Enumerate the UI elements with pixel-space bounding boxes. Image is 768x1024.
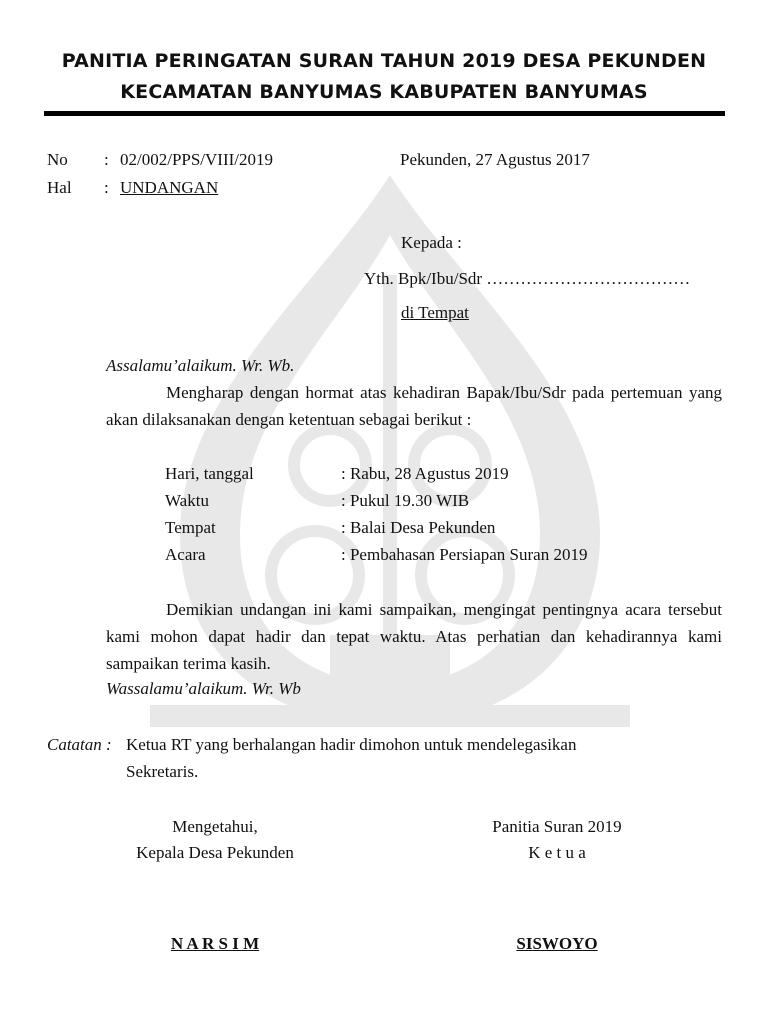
note-label: Catatan : [47, 735, 112, 754]
intro-paragraph: Mengharap dengan hormat atas kehadiran Bapak/Ibu/Sdr pada pertemuan yang akan dilaksanakan dengan ketentuan sebagai berikut : [106, 383, 722, 429]
number-value: 02/002/PPS/VIII/2019 [120, 150, 274, 169]
detail-value: : Rabu, 28 Agustus 2019 [341, 464, 509, 483]
closing-paragraph: Demikian undangan ini kami sampaikan, mengingat pentingnya acara tersebut kami mohon dapat hadir dan tepat waktu. Atas perhatian dan kehadirannya kami sampaikan terima kasih. [106, 600, 722, 673]
signature-left [90, 814, 340, 866]
signature-right-name: SISWOYO [516, 934, 598, 953]
farewell: Wassalamu’alaikum. Wr. Wb [106, 679, 301, 698]
subject-label: Hal [47, 178, 72, 197]
place-date: Pekunden, 27 Agustus 2017 [400, 150, 590, 169]
number-colon: : [104, 150, 109, 169]
detail-value: : Balai Desa Pekunden [341, 518, 496, 537]
detail-label: Waktu [165, 491, 209, 510]
subject-colon: : [104, 178, 109, 197]
number-label: No [47, 150, 68, 169]
detail-value: : Pukul 19.30 WIB [341, 491, 470, 510]
detail-label: Hari, tanggal [165, 464, 254, 483]
signature-right-line-2: K e t u a [528, 843, 586, 862]
note-line-1: Ketua RT yang berhalangan hadir dimohon untuk mendelegasikan [126, 735, 577, 754]
recipient-kepada: Kepada : [401, 233, 462, 252]
note-line-2: Sekretaris. [126, 762, 199, 781]
detail-label: Tempat [165, 518, 216, 537]
detail-label: Acara [165, 545, 206, 564]
letterhead-line-1: PANITIA PERINGATAN SURAN TAHUN 2019 DESA PEKUNDEN [61, 50, 707, 72]
recipient-yth: Yth. Bpk/Ibu/Sdr ……………………………… [364, 269, 691, 288]
signature-left-name: N A R S I M [170, 934, 260, 953]
subject-value: UNDANGAN [120, 178, 219, 197]
detail-value: : Pembahasan Persiapan Suran 2019 [341, 545, 588, 564]
letterhead-line-2: KECAMATAN BANYUMAS KABUPATEN BANYUMAS [120, 81, 648, 103]
letterhead-divider [44, 111, 725, 116]
signature-left-line-2: Kepala Desa Pekunden [136, 843, 294, 862]
greeting: Assalamu’alaikum. Wr. Wb. [106, 356, 295, 375]
signature-left-line-1: Mengetahui, [172, 817, 258, 836]
signature-right [432, 814, 682, 866]
signature-right-line-1: Panitia Suran 2019 [492, 817, 622, 836]
recipient-tempat: di Tempat [401, 303, 469, 322]
